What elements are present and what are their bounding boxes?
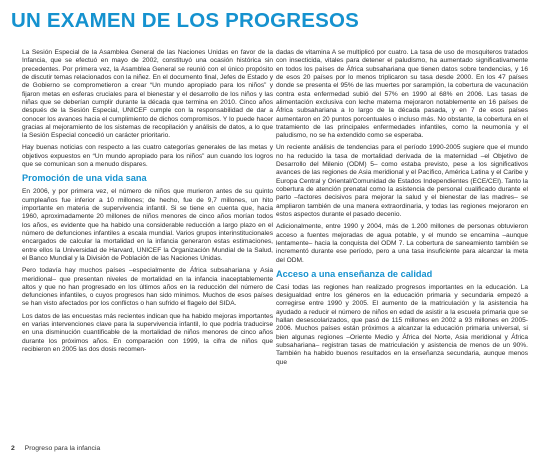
body-paragraph: Pero todavía hay muchos países –especialmente de África subsahariana y Asia meridional– que presentan niveles de mortalidad en la infancia inaceptablemente altos y que no han progresado en los últimos años en la reducción del número de defunciones infantiles, o cuyos progresos han sido mínimos. Muchos de esos países se han visto afectados por los conflictos o han sufrido el flagelo del SIDA. xyxy=(22,267,273,308)
page-title: UN EXAMEN DE LOS PROGRESOS xyxy=(11,9,360,32)
publication-title: Progreso para la infancia xyxy=(24,445,101,452)
section-heading-ensenanza: Acceso a una enseñanza de calidad xyxy=(276,268,433,279)
body-paragraph: Casi todas las regiones han realizado progresos importantes en la educación. La desigualdad entre los géneros en la educación primaria y secundaria empezó a corregirse entre 1990 y 2005. El aumento de la matriculación y la asistencia ha ayudado a reducir el número de niños en edad de asistir a la escuela primaria que se hallan desescolarizados, que pasó de 115 millones en 2002 a 93 millones en 2005-2006. Muchos países están próximos a alcanzar la educación primaria universal, si bien algunas regiones –Oriente Medio y África del Norte, Asia meridional y África subsahariana– registran tasas de matriculación y asistencia de menos de un 90%. También ha habido buenos resultados en la enseñanza secundaria, aunque menos que xyxy=(276,283,528,366)
body-paragraph: En 2006, y por primera vez, el número de niños que murieron antes de su quinto cumpleaños fue inferior a 10 millones; de hecho, fue de 9,7 millones, un hito importante en materia de supervivencia infantil. Si se tiene en cuenta que, hacia 1960, aproximadamente 20 millones de niños menores de cinco años morían todos los años, es evidente que ha habido una considerable reducción a largo plazo en el número de defunciones infantiles a escala mundial. Varios grupos interinstitucionales encargados de calcular la mortalidad en la infancia generaron estas estimaciones, entre ellos la Universidad de Harvard, UNICEF la Organización Mundial de la Salud, el Banco Mundial y la División de Población de las Naciones Unidas. xyxy=(22,188,273,262)
page-footer xyxy=(11,445,100,452)
left-column xyxy=(22,49,273,358)
page-number: 2 xyxy=(11,445,15,452)
body-paragraph: Los datos de las encuestas más recientes indican que ha habido mejoras importantes en varias intervenciones clave para la supervivencia infantil, lo que podría traducirse en una disminución cuantificable de la mortalidad de niños menores de cinco años durante los próximos años. En comparación con 1999, la cifra de niños que recibieron en 2005 las dos dosis recomen- xyxy=(22,312,273,353)
body-paragraph: Un reciente análisis de tendencias para el período 1990-2005 sugiere que el mundo no ha reducido la tasa de mortalidad derivada de la maternidad –el Objetivo de Desarrollo del Milenio (ODM) 5– como estaba previsto, pese a los significativos avances de las regiones de Asia meridional y el Pacífico, América Latina y el Caribe y Europa Central y Oriental/Comunidad de Estados Independientes (ECE/CEI). Tanto la cobertura de atención prenatal como la asistencia de personal cualificado durante el parto –factores decisivos para mejorar la salud y el bienestar de las madres– se ampliaron también de una manera extraordinaria, y todas las regiones mejoraron en estos aspectos durante el pasado decenio. xyxy=(276,144,528,218)
body-paragraph: Adicionalmente, entre 1990 y 2004, más de 1.200 millones de personas obtuvieron acceso a fuentes mejoradas de agua potable, y el mundo se encamina –aunque lentamente– hacia la conquista del ODM 7. La cobertura de saneamiento también se incrementó durante ese período, pero a una tasa insuficiente para alcanzar la meta del ODM. xyxy=(276,223,528,264)
intro-paragraph: La Sesión Especial de la Asamblea General de las Naciones Unidas en favor de la Infancia, que se efectuó en mayo de 2002, constituyó una ocasión histórica sin precedentes. Por primera vez, la Asamblea General se reunió con el único propósito de discutir temas relacionados con la niñez. En el documento final, Jefes de Estado y de Gobierno se comprometieron a crear “Un mundo apropiado para los niños” y fijaron metas en esferas cruciales para el bienestar y el desarrollo de los niños y las niñas que se deberían cumplir durante la década que termina en 2010. Cinco años después de la Sesión Especial, UNICEF cumple con la responsabilidad de dar a conocer los avances hacia el cumplimiento de dichos compromisos. Y lo puede hacer gracias al mejoramiento de los sistemas de recopilación y análisis de datos, a lo que la Sesión Especial concedió un carácter prioritario. xyxy=(22,49,273,140)
right-column xyxy=(276,49,528,371)
body-paragraph: dadas de vitamina A se multiplicó por cuatro. La tasa de uso de mosquiteros tratados con insecticida, vitales para detener el paludismo, ha aumentado significativamente en todos los países de África subsahariana que tienen datos sobre tendencias, y 16 de esos 20 países por lo menos triplicaron su tasa desde 2000. En los 47 países donde se presenta el 95% de las muertes por sarampión, la cobertura de vacunación contra esta enfermedad subió del 57% en 1990 al 68% en 2006. Las tasas de alimentación exclusiva con leche materna mejoraron notablemente en 16 países de África subsahariana a lo largo de la década pasada, y en 7 de esos países aumentaron en 20 puntos porcentuales o incluso más. No obstante, la cobertura en el tratamiento de las principales enfermedades infantiles, como la neumonía y el paludismo, no se ha extendido como se esperaba. xyxy=(276,49,528,140)
section-heading-vida-sana: Promoción de una vida sana xyxy=(22,173,147,184)
summary-paragraph: Hay buenas noticias con respecto a las cuatro categorías generales de las metas y objetivos expuestos en “Un mundo apropiado para los niños” aun cuando los logros que se comunican son a menudo dispares. xyxy=(22,144,273,169)
